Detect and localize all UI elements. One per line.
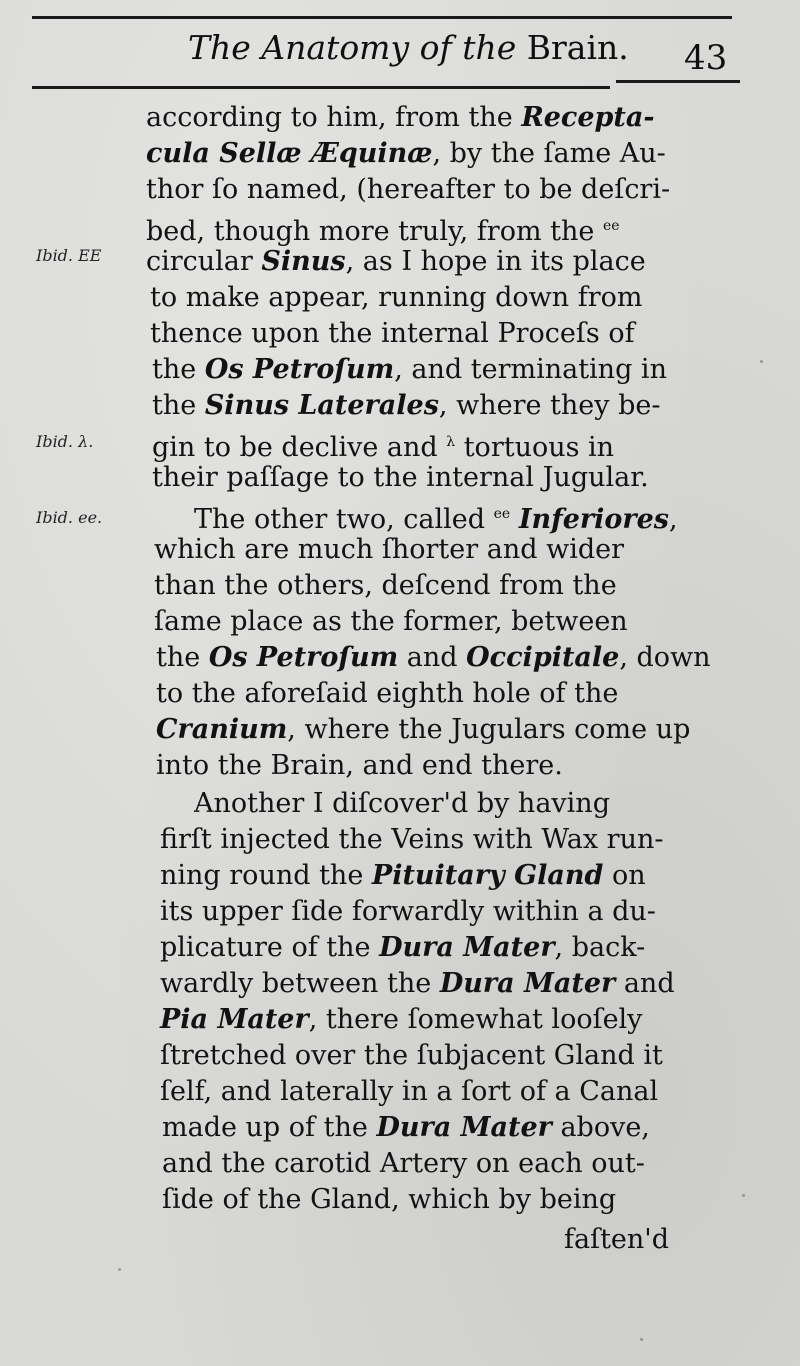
text-run: the xyxy=(156,642,209,673)
catchword: faſten'd xyxy=(564,1224,670,1255)
text-run: , back- xyxy=(554,932,646,963)
text-line xyxy=(150,280,643,316)
margin-note: Ibid. ee. xyxy=(36,508,103,527)
text-run: into the Brain, and end there. xyxy=(156,750,563,781)
title-word: of xyxy=(419,28,452,67)
title-word: The xyxy=(188,28,251,67)
text-run: which are much ſhorter and wider xyxy=(154,534,625,565)
text-run: made up of the xyxy=(162,1112,377,1143)
text-line xyxy=(152,424,615,463)
text-line xyxy=(146,136,666,172)
text-run: , by the ſame Au- xyxy=(432,138,666,169)
text-run: , where they be- xyxy=(438,390,661,421)
italic-run: Dura Mater xyxy=(379,932,555,963)
text-run: , as I hope in its place xyxy=(345,246,646,277)
text-line xyxy=(154,604,628,640)
text-run: their paſſage to the internal Jugular. xyxy=(152,462,649,493)
reference-mark: ee xyxy=(602,218,620,234)
italic-run: Pituitary Gland xyxy=(371,860,604,891)
text-line xyxy=(146,244,646,280)
text-line xyxy=(156,712,690,748)
header-rule-left xyxy=(32,86,610,89)
text-line xyxy=(150,316,635,352)
running-title xyxy=(188,28,629,67)
page-number: 43 xyxy=(684,38,728,78)
italic-run: Sinus xyxy=(261,246,346,277)
italic-run: Os Petroſum xyxy=(208,642,399,673)
italic-run: Dura Mater xyxy=(376,1112,552,1143)
text-run: the xyxy=(152,354,205,385)
text-run: ſide of the Gland, which by being xyxy=(162,1184,617,1215)
text-run: thence upon the internal Proceſs of xyxy=(150,318,635,349)
text-line xyxy=(146,100,655,136)
text-line xyxy=(152,352,667,388)
text-line xyxy=(156,748,563,784)
text-run: according to him, from the xyxy=(146,102,522,133)
text-run: , down xyxy=(619,642,711,673)
text-run: Another I diſcover'd by having xyxy=(194,788,610,819)
text-run: to make appear, running down from xyxy=(150,282,643,313)
text-line xyxy=(146,208,620,247)
italic-run: Inferiores xyxy=(518,504,669,535)
italic-run: Os Petroſum xyxy=(204,354,395,385)
text-line xyxy=(156,640,711,676)
text-run: ning round the xyxy=(160,860,372,891)
text-run: plicature of the xyxy=(160,932,380,963)
text-line xyxy=(152,388,660,424)
text-line xyxy=(160,1002,642,1038)
text-run: , and terminating in xyxy=(394,354,667,385)
text-line xyxy=(146,172,670,208)
text-line xyxy=(160,894,656,930)
text-run: thor ſo named, (hereafter to be deſcri- xyxy=(146,174,671,205)
text-run: ſtretched over the ſubjacent Gland it xyxy=(160,1040,663,1071)
text-run: ſelf, and laterally in a ſort of a Canal xyxy=(160,1076,659,1107)
text-line xyxy=(160,822,663,858)
text-run: the xyxy=(152,390,205,421)
italic-run: Recepta- xyxy=(521,102,655,133)
text-run: wardly between the xyxy=(160,968,440,999)
text-line xyxy=(152,460,649,496)
text-line xyxy=(162,1146,645,1182)
text-run xyxy=(510,504,519,535)
italic-run: Cranium xyxy=(156,714,288,745)
text-run: firſt injected the Veins with Wax run- xyxy=(160,824,664,855)
title-word: Anatomy xyxy=(261,28,410,67)
paper-speck xyxy=(760,360,763,363)
header-rule-right xyxy=(616,80,740,83)
text-line xyxy=(154,568,617,604)
reference-mark: ee xyxy=(493,506,511,522)
text-line xyxy=(160,1074,658,1110)
text-run: on xyxy=(603,860,646,891)
text-line xyxy=(162,1110,650,1146)
text-run: , there ſomewhat looſely xyxy=(308,1004,643,1035)
text-run: circular xyxy=(146,246,262,277)
margin-note: Ibid. EE xyxy=(36,246,102,265)
margin-note: Ibid. λ. xyxy=(36,432,94,451)
text-run: and xyxy=(398,642,467,673)
text-line xyxy=(194,496,678,535)
running-head xyxy=(0,24,800,84)
italic-run: Sinus Laterales xyxy=(204,390,439,421)
text-run: The other two, called xyxy=(194,504,494,535)
title-word: Brain. xyxy=(526,28,629,67)
text-run: , xyxy=(668,504,678,535)
text-run: and the carotid Artery on each out- xyxy=(162,1148,645,1179)
reference-mark: λ xyxy=(446,434,456,450)
paper-speck xyxy=(742,1194,745,1197)
text-line xyxy=(160,930,645,966)
text-run: its upper ſide forwardly within a du- xyxy=(160,896,656,927)
text-run: gin to be declive and xyxy=(152,432,447,463)
title-word: the xyxy=(462,28,517,67)
text-line xyxy=(194,786,610,822)
text-line xyxy=(160,966,675,1002)
text-run: above, xyxy=(551,1112,650,1143)
italic-run: Pia Mater xyxy=(160,1004,309,1035)
paper-speck xyxy=(640,1338,643,1341)
text-run: to the aforeſaid eighth hole of the xyxy=(156,678,619,709)
top-rule xyxy=(32,16,732,19)
italic-run: Dura Mater xyxy=(439,968,616,999)
text-run: , where the Jugulars come up xyxy=(287,714,691,745)
text-run: than the others, deſcend from the xyxy=(154,570,617,601)
italic-run: cula Sellæ Æquinæ xyxy=(146,138,433,169)
text-run: and xyxy=(615,968,675,999)
text-run: ſame place as the former, between xyxy=(154,606,628,637)
paper-speck xyxy=(118,1268,121,1271)
text-line xyxy=(160,858,646,894)
text-line xyxy=(160,1038,663,1074)
text-run: bed, though more truly, from the xyxy=(146,216,603,247)
italic-run: Occipitale xyxy=(466,642,620,673)
text-line xyxy=(162,1182,616,1218)
text-line xyxy=(154,532,624,568)
text-line xyxy=(156,676,618,712)
text-run: tortuous in xyxy=(455,432,615,463)
